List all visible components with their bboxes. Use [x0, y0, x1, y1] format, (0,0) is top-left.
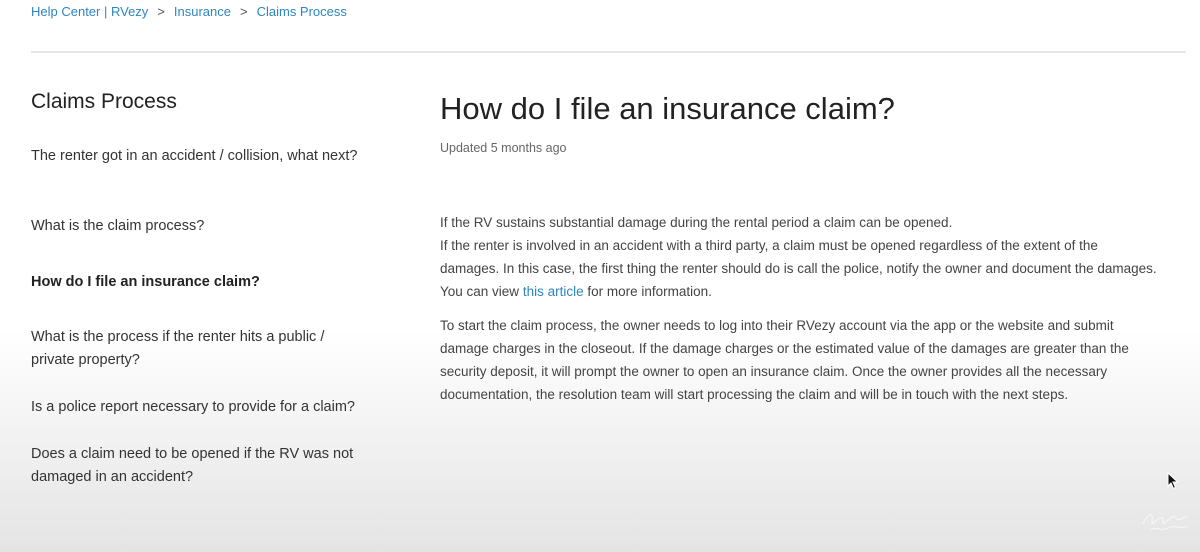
breadcrumb-link-claims-process[interactable]: Claims Process	[256, 4, 347, 19]
paragraph-1-text-before-link: If the renter is involved in an accident with a third party, a claim must be opened regardless of the extent of the damages. In this case, the first thing the renter should do is call the police, notify the owner and document the damages. You can view	[440, 238, 1157, 299]
article-main	[440, 88, 1160, 406]
header-divider	[31, 51, 1186, 53]
article-paragraph-2: To start the claim process, the owner needs to log into their RVezy account via the app or the website and submit damage charges in the closeout. If the damage charges or the estimated value of the damages are greater than the security deposit, it will prompt the owner to open an insurance claim. Once the owner provides all the necessary documentation, the resolution team will start processing the claim and will be in touch with the next steps.	[440, 318, 1129, 402]
breadcrumb-separator: >	[157, 4, 165, 19]
paragraph-1-line-1: If the RV sustains substantial damage during the rental period a claim can be opened.	[440, 215, 953, 230]
breadcrumb-link-help-center[interactable]: Help Center | RVezy	[31, 4, 149, 19]
paragraph-1-text-after-link: for more information.	[583, 284, 712, 299]
breadcrumb	[31, 4, 347, 19]
sidebar-item-claim-process[interactable]: What is the claim process?	[31, 218, 205, 234]
sidebar-item-accident-collision[interactable]: The renter got in an accident / collision, what next?	[31, 148, 358, 164]
article-paragraph-1	[440, 211, 1160, 303]
mouse-cursor-icon	[1167, 472, 1179, 495]
sidebar-item-claim-not-damaged[interactable]: Does a claim need to be opened if the RV was not damaged in an accident?	[31, 446, 354, 485]
breadcrumb-separator: >	[240, 4, 248, 19]
breadcrumb-link-insurance[interactable]: Insurance	[173, 4, 231, 19]
sidebar-article-list	[31, 145, 411, 489]
article-updated-time: Updated 5 months ago	[440, 141, 567, 155]
sidebar-item-public-private-property[interactable]: What is the process if the renter hits a public / private property?	[31, 329, 325, 368]
article-title: How do I file an insurance claim?	[440, 91, 895, 126]
sidebar-item-file-insurance-claim[interactable]: How do I file an insurance claim?	[31, 274, 260, 290]
signature-watermark-icon	[1140, 506, 1192, 536]
sidebar-item-police-report[interactable]: Is a police report necessary to provide for a claim?	[31, 399, 355, 415]
this-article-link[interactable]: this article	[522, 284, 584, 299]
sidebar	[31, 88, 411, 489]
sidebar-title: Claims Process	[31, 90, 177, 113]
